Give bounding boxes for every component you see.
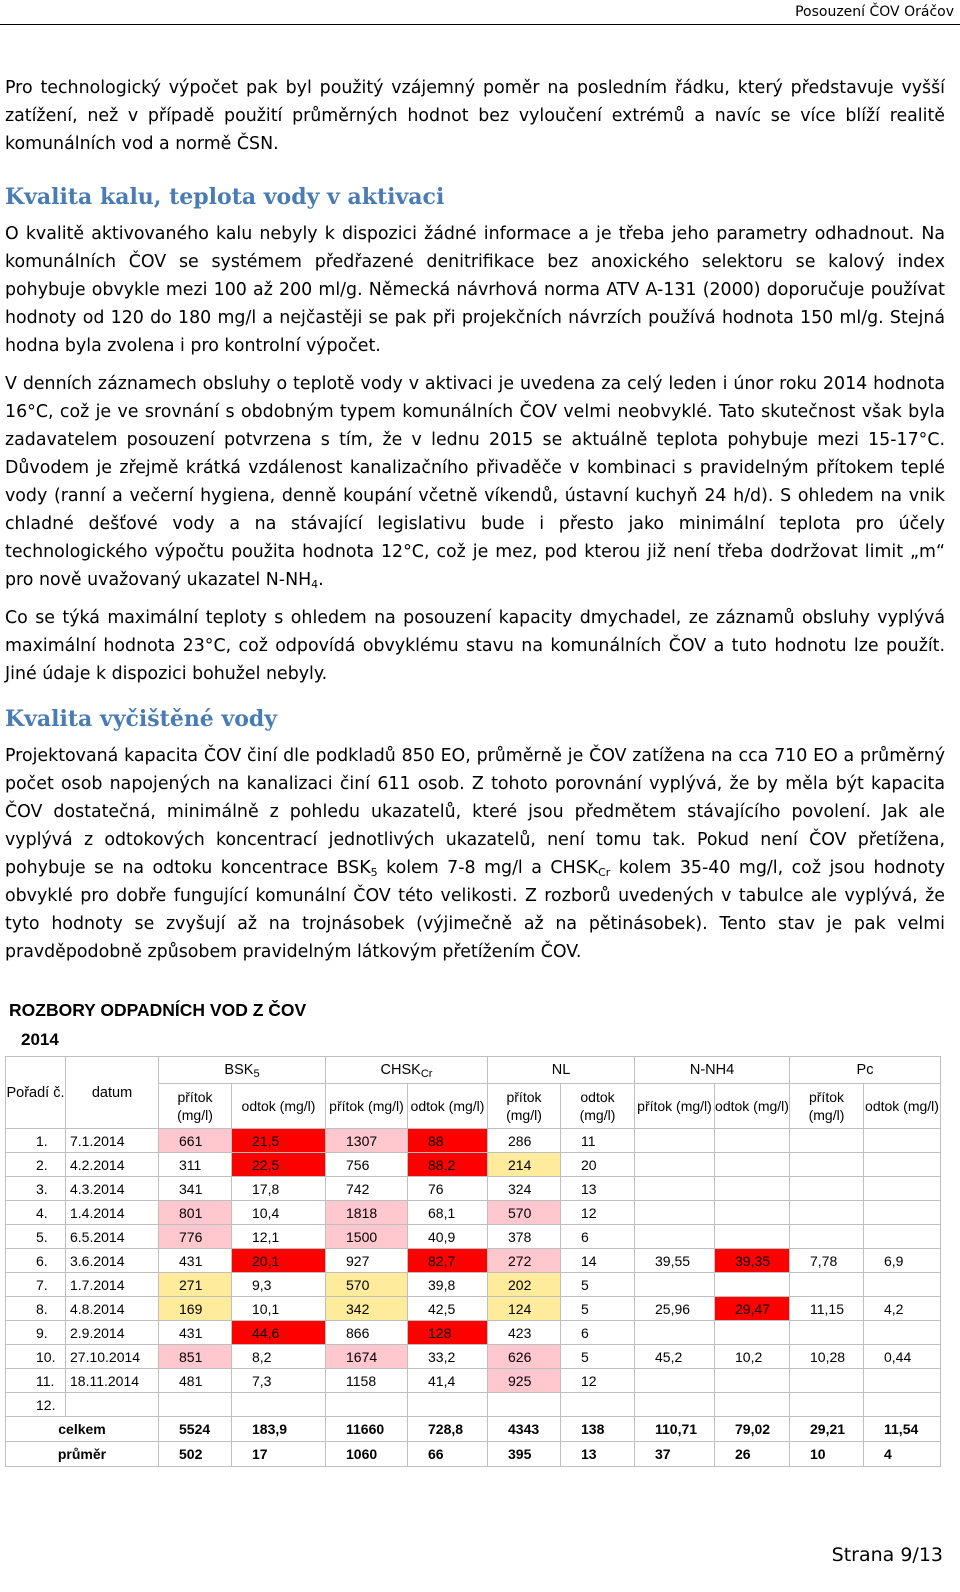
summary-label: průměr bbox=[6, 1442, 159, 1467]
wq-text-b: kolem 7-8 mg/l a CHSK bbox=[377, 858, 599, 878]
table-cell: 570 bbox=[326, 1273, 408, 1297]
table-cell: 11 bbox=[561, 1129, 635, 1153]
table-cell: 21,5 bbox=[232, 1129, 326, 1153]
summary-cell: 26 bbox=[715, 1442, 790, 1467]
table-cell: 20,1 bbox=[232, 1249, 326, 1273]
table-cell bbox=[864, 1129, 941, 1153]
table-cell bbox=[408, 1393, 488, 1417]
chskcr-subscript: Cr bbox=[598, 866, 611, 879]
table-cell: 6 bbox=[561, 1321, 635, 1345]
bsk-sub: 5 bbox=[253, 1068, 260, 1080]
sub-header-cell: přítok (mg/l) bbox=[790, 1084, 864, 1129]
summary-cell: 4343 bbox=[488, 1417, 561, 1442]
table-cell: 4.3.2014 bbox=[66, 1177, 159, 1201]
group-header-nnh4: N-NH4 bbox=[635, 1057, 790, 1084]
summary-cell: 395 bbox=[488, 1442, 561, 1467]
table-cell: 10,2 bbox=[715, 1345, 790, 1369]
paragraph-sludge-quality: O kvalitě aktivovaného kalu nebyly k dispozici žádné informace a je třeba jeho parametry odhadnout. Na komunálních ČOV se systémem předřazené denitrifikace bez anoxického selektoru se kalový index pohybuje obvykle mezi 100 až 200 ml/g. Německá návrhová norma ATV A-131 (2000) doporučuje používat hodnoty od 120 do 180 mg/l a nejčastěji se pak při projekčních návrzích používá hodnota 150 ml/g. Stejná hodna byla zvolena i pro kontrolní výpočet. bbox=[5, 224, 945, 356]
col-header-datum: datum bbox=[66, 1057, 159, 1129]
table-cell: 851 bbox=[159, 1345, 232, 1369]
table-cell: 4. bbox=[6, 1201, 66, 1225]
summary-cell: 1060 bbox=[326, 1442, 408, 1467]
table-cell bbox=[635, 1393, 715, 1417]
table-cell: 22,5 bbox=[232, 1153, 326, 1177]
summary-cell: 138 bbox=[561, 1417, 635, 1442]
section-heading-water-quality: Kvalita vyčištěné vody bbox=[5, 706, 278, 732]
table-cell: 271 bbox=[159, 1273, 232, 1297]
group-header-nl: NL bbox=[488, 1057, 635, 1084]
table-cell: 5 bbox=[561, 1345, 635, 1369]
summary-cell: 5524 bbox=[159, 1417, 232, 1442]
table-cell: 481 bbox=[159, 1369, 232, 1393]
table-cell: 1.7.2014 bbox=[66, 1273, 159, 1297]
table-cell: 76 bbox=[408, 1177, 488, 1201]
header-title: Posouzení ČOV Oráčov bbox=[795, 4, 954, 20]
table-cell: 82,7 bbox=[408, 1249, 488, 1273]
table-cell: 25,96 bbox=[635, 1297, 715, 1321]
table-cell bbox=[864, 1273, 941, 1297]
table-cell bbox=[232, 1393, 326, 1417]
table-cell bbox=[790, 1369, 864, 1393]
table-cell: 12,1 bbox=[232, 1225, 326, 1249]
paragraph-max-temperature: Co se týká maximální teploty s ohledem na posouzení kapacity dmychadel, ze záznamů obsluhy vyplývá maximální hodnota 23°C, což odpovídá obvyklému stavu na komunálních ČOV a tuto hodnotu lze použít. Jiné údaje k dispozici bohužel nebyly. bbox=[5, 608, 945, 684]
document-body bbox=[5, 74, 945, 966]
table-cell: 342 bbox=[326, 1297, 408, 1321]
summary-cell: 110,71 bbox=[635, 1417, 715, 1442]
table-cell: 33,2 bbox=[408, 1345, 488, 1369]
table-group-header-row bbox=[6, 1057, 941, 1084]
sub-header-cell: přítok (mg/l) bbox=[326, 1084, 408, 1129]
table-row bbox=[6, 1393, 941, 1417]
table-cell bbox=[864, 1153, 941, 1177]
table-row bbox=[6, 1201, 941, 1225]
table-cell: 570 bbox=[488, 1201, 561, 1225]
table-cell: 10,1 bbox=[232, 1297, 326, 1321]
table-cell: 40,9 bbox=[408, 1225, 488, 1249]
total-row bbox=[6, 1417, 941, 1442]
summary-cell: 4 bbox=[864, 1442, 941, 1467]
table-cell bbox=[790, 1273, 864, 1297]
sub-header-cell: přítok (mg/l) bbox=[159, 1084, 232, 1129]
table-cell: 1158 bbox=[326, 1369, 408, 1393]
table-cell: 1500 bbox=[326, 1225, 408, 1249]
table-cell: 7. bbox=[6, 1273, 66, 1297]
table-cell bbox=[715, 1225, 790, 1249]
table-cell bbox=[715, 1273, 790, 1297]
table-row bbox=[6, 1297, 941, 1321]
table-year: 2014 bbox=[21, 1030, 59, 1049]
table-cell bbox=[635, 1177, 715, 1201]
table-cell bbox=[715, 1369, 790, 1393]
table-cell: 925 bbox=[488, 1369, 561, 1393]
table-cell: 378 bbox=[488, 1225, 561, 1249]
table-cell bbox=[715, 1201, 790, 1225]
table-row bbox=[6, 1369, 941, 1393]
table-cell bbox=[635, 1273, 715, 1297]
table-cell bbox=[790, 1393, 864, 1417]
sub-header-cell: odtok (mg/l) bbox=[561, 1084, 635, 1129]
table-cell: 13 bbox=[561, 1177, 635, 1201]
sub-header-cell: odtok (mg/l) bbox=[232, 1084, 326, 1129]
wq-text-a: Projektovaná kapacita ČOV činí dle podkladů 850 EO, průměrně je ČOV zatížena na cca 710 EO a průměrný počet osob napojených na kanalizaci činí 611 osob. Z tohoto porovnání vyplývá, že by měla být kapacita ČOV dostatečná, minimálně z pohledu ukazatelů, které jsou předmětem stávajícího povolení. Jak ale vyplývá z odtokových koncentrací jednotlivých ukazatelů, není tomu tak. Pokud není ČOV přetížena, pohybuje se na odtoku koncentrace BSK bbox=[5, 746, 945, 878]
sub-header-cell: odtok (mg/l) bbox=[408, 1084, 488, 1129]
page-header bbox=[0, 0, 960, 25]
table-cell: 17,8 bbox=[232, 1177, 326, 1201]
section-heading-sludge: Kvalita kalu, teplota vody v aktivaci bbox=[5, 184, 445, 210]
table-cell: 3.6.2014 bbox=[66, 1249, 159, 1273]
table-cell: 423 bbox=[488, 1321, 561, 1345]
table-cell: 202 bbox=[488, 1273, 561, 1297]
table-cell bbox=[864, 1225, 941, 1249]
table-cell: 1307 bbox=[326, 1129, 408, 1153]
summary-cell: 79,02 bbox=[715, 1417, 790, 1442]
table-cell: 14 bbox=[561, 1249, 635, 1273]
table-cell bbox=[635, 1225, 715, 1249]
summary-label: celkem bbox=[6, 1417, 159, 1442]
table-cell: 8,2 bbox=[232, 1345, 326, 1369]
table-cell bbox=[790, 1225, 864, 1249]
paragraph-intro: Pro technologický výpočet pak byl použitý vzájemný poměr na posledním řádku, který představuje vyšší zatížení, než v případě použití průměrných hodnot bez vyloučení extrémů a navíc se více blíží realitě komunálních vod a normě ČSN. bbox=[5, 78, 945, 154]
table-cell: 927 bbox=[326, 1249, 408, 1273]
sub-header-cell: odtok (mg/l) bbox=[715, 1084, 790, 1129]
table-cell: 9. bbox=[6, 1321, 66, 1345]
table-cell bbox=[790, 1153, 864, 1177]
table-cell: 10,28 bbox=[790, 1345, 864, 1369]
table-cell: 742 bbox=[326, 1177, 408, 1201]
table-cell: 4.8.2014 bbox=[66, 1297, 159, 1321]
table-cell bbox=[864, 1321, 941, 1345]
table-cell: 6. bbox=[6, 1249, 66, 1273]
table-cell bbox=[864, 1393, 941, 1417]
table-cell bbox=[561, 1393, 635, 1417]
table-cell: 5 bbox=[561, 1297, 635, 1321]
table-cell: 29,47 bbox=[715, 1297, 790, 1321]
table-row bbox=[6, 1273, 941, 1297]
table-cell bbox=[635, 1369, 715, 1393]
table-cell bbox=[790, 1321, 864, 1345]
table-cell: 20 bbox=[561, 1153, 635, 1177]
summary-cell: 183,9 bbox=[232, 1417, 326, 1442]
table-cell: 801 bbox=[159, 1201, 232, 1225]
table-cell bbox=[159, 1393, 232, 1417]
table-cell: 45,2 bbox=[635, 1345, 715, 1369]
sub-header-cell: přítok (mg/l) bbox=[635, 1084, 715, 1129]
table-cell: 42,5 bbox=[408, 1297, 488, 1321]
table-cell: 44,6 bbox=[232, 1321, 326, 1345]
col-header-poradi: Pořadí č. bbox=[6, 1057, 66, 1129]
table-cell: 68,1 bbox=[408, 1201, 488, 1225]
table-row bbox=[6, 1321, 941, 1345]
summary-cell: 17 bbox=[232, 1442, 326, 1467]
table-cell bbox=[635, 1129, 715, 1153]
table-cell bbox=[790, 1201, 864, 1225]
table-cell: 661 bbox=[159, 1129, 232, 1153]
summary-cell: 13 bbox=[561, 1442, 635, 1467]
table-cell: 5. bbox=[6, 1225, 66, 1249]
summary-cell: 29,21 bbox=[790, 1417, 864, 1442]
table-cell: 169 bbox=[159, 1297, 232, 1321]
analysis-table bbox=[5, 1056, 941, 1467]
table-cell: 88 bbox=[408, 1129, 488, 1153]
table-cell: 124 bbox=[488, 1297, 561, 1321]
table-cell: 3. bbox=[6, 1177, 66, 1201]
table-cell bbox=[864, 1201, 941, 1225]
table-cell: 4,2 bbox=[864, 1297, 941, 1321]
table-cell: 4.2.2014 bbox=[66, 1153, 159, 1177]
table-cell: 6,9 bbox=[864, 1249, 941, 1273]
table-cell: 776 bbox=[159, 1225, 232, 1249]
table-row bbox=[6, 1225, 941, 1249]
table-cell: 7.1.2014 bbox=[66, 1129, 159, 1153]
table-cell: 1. bbox=[6, 1129, 66, 1153]
table-cell bbox=[864, 1369, 941, 1393]
table-cell: 6.5.2014 bbox=[66, 1225, 159, 1249]
table-cell: 39,55 bbox=[635, 1249, 715, 1273]
table-cell: 88,2 bbox=[408, 1153, 488, 1177]
group-header-pc: Pc bbox=[790, 1057, 941, 1084]
chsk-label: CHSK bbox=[380, 1062, 421, 1078]
table-cell bbox=[715, 1177, 790, 1201]
sub-header-cell: odtok (mg/l) bbox=[864, 1084, 941, 1129]
paragraph-water-quality bbox=[5, 742, 945, 966]
table-cell bbox=[488, 1393, 561, 1417]
table-row bbox=[6, 1177, 941, 1201]
table-cell: 1.4.2014 bbox=[66, 1201, 159, 1225]
table-cell: 18.11.2014 bbox=[66, 1369, 159, 1393]
table-cell: 12. bbox=[6, 1393, 66, 1417]
summary-cell: 66 bbox=[408, 1442, 488, 1467]
table-cell: 39,35 bbox=[715, 1249, 790, 1273]
table-cell: 5 bbox=[561, 1273, 635, 1297]
table-cell: 324 bbox=[488, 1177, 561, 1201]
table-cell: 286 bbox=[488, 1129, 561, 1153]
wq-text-c: kolem 35-40 mg/l, což jsou hodnoty obvyklé pro dobře fungující komunální ČOV této velikosti. Z rozborů uvedených v tabulce ale vyplývá, že tyto hodnoty se zvyšují až na trojnásobek (výjimečně až na pětinásobek). Tento stav je pak velmi pravděpodobně způsobem pravidelným látkovým přetížením ČOV. bbox=[5, 858, 945, 962]
table-cell: 7,3 bbox=[232, 1369, 326, 1393]
table-cell: 41,4 bbox=[408, 1369, 488, 1393]
table-cell: 311 bbox=[159, 1153, 232, 1177]
table-cell: 27.10.2014 bbox=[66, 1345, 159, 1369]
table-cell: 431 bbox=[159, 1249, 232, 1273]
table-cell bbox=[715, 1321, 790, 1345]
table-cell: 2.9.2014 bbox=[66, 1321, 159, 1345]
summary-cell: 11,54 bbox=[864, 1417, 941, 1442]
summary-cell: 37 bbox=[635, 1442, 715, 1467]
summary-cell: 10 bbox=[790, 1442, 864, 1467]
table-cell: 128 bbox=[408, 1321, 488, 1345]
page-number: Strana 9/13 bbox=[831, 1544, 943, 1566]
table-cell: 11,15 bbox=[790, 1297, 864, 1321]
table-cell bbox=[790, 1177, 864, 1201]
table-cell: 6 bbox=[561, 1225, 635, 1249]
table-cell: 39,8 bbox=[408, 1273, 488, 1297]
table-cell bbox=[635, 1153, 715, 1177]
nnh4-subscript: 4 bbox=[311, 578, 319, 591]
table-row bbox=[6, 1129, 941, 1153]
table-cell: 2. bbox=[6, 1153, 66, 1177]
table-cell bbox=[715, 1153, 790, 1177]
table-cell: 214 bbox=[488, 1153, 561, 1177]
group-header-bsk5 bbox=[159, 1057, 326, 1084]
table-cell bbox=[635, 1321, 715, 1345]
table-cell: 1674 bbox=[326, 1345, 408, 1369]
bsk5-subscript: 5 bbox=[370, 866, 378, 879]
paragraph-water-temperature bbox=[5, 370, 945, 594]
table-cell: 10. bbox=[6, 1345, 66, 1369]
table-cell: 341 bbox=[159, 1177, 232, 1201]
table-cell: 9,3 bbox=[232, 1273, 326, 1297]
table-cell: 8. bbox=[6, 1297, 66, 1321]
table-cell bbox=[635, 1201, 715, 1225]
sub-header-cell: přítok (mg/l) bbox=[488, 1084, 561, 1129]
summary-cell: 502 bbox=[159, 1442, 232, 1467]
analysis-table-figure bbox=[5, 1000, 947, 1470]
table-cell: 1818 bbox=[326, 1201, 408, 1225]
table-row bbox=[6, 1345, 941, 1369]
table-cell: 866 bbox=[326, 1321, 408, 1345]
summary-cell: 11660 bbox=[326, 1417, 408, 1442]
table-cell: 12 bbox=[561, 1201, 635, 1225]
table-row bbox=[6, 1249, 941, 1273]
summary-cell: 728,8 bbox=[408, 1417, 488, 1442]
table-cell bbox=[715, 1393, 790, 1417]
table-row bbox=[6, 1153, 941, 1177]
table-cell: 10,4 bbox=[232, 1201, 326, 1225]
table-cell: 0,44 bbox=[864, 1345, 941, 1369]
paragraph-temp-text: V denních záznamech obsluhy o teplotě vody v aktivaci je uvedena za celý leden i únor roku 2014 hodnota 16°C, což je ve srovnání s obdobným typem komunálních ČOV velmi neobvyklé. Tato skutečnost však byla zadavatelem posouzení potvrzena s tím, že v lednu 2015 se aktuálně teplota pohybuje mezi 15-17°C. Důvodem je zřejmě krátká vzdálenost kanalizačního přivaděče v kombinaci s pravidelným přítokem teplé vody (ranní a večerní hygiena, denně koupání včetně víkendů, ústavní kuchyň 24 h/d). S ohledem na vnik chladné dešťové vody a na stávající legislativu bude i přesto jako minimální teplota pro účely technologického výpočtu použita hodnota 12°C, což je mez, pod kterou již není třeba dodržovat limit „m“ pro nově uvažovaný ukazatel N-NH bbox=[5, 374, 945, 590]
table-cell: 626 bbox=[488, 1345, 561, 1369]
table-cell bbox=[66, 1393, 159, 1417]
average-row bbox=[6, 1442, 941, 1467]
table-cell bbox=[864, 1177, 941, 1201]
bsk-label: BSK bbox=[224, 1062, 254, 1078]
table-body bbox=[6, 1129, 941, 1467]
table-cell: 272 bbox=[488, 1249, 561, 1273]
table-cell: 12 bbox=[561, 1369, 635, 1393]
chsk-sub: Cr bbox=[420, 1068, 433, 1080]
table-cell: 756 bbox=[326, 1153, 408, 1177]
group-header-chskcr bbox=[326, 1057, 488, 1084]
table-cell bbox=[790, 1129, 864, 1153]
table-cell: 431 bbox=[159, 1321, 232, 1345]
table-cell bbox=[715, 1129, 790, 1153]
table-cell: 7,78 bbox=[790, 1249, 864, 1273]
table-cell: 11. bbox=[6, 1369, 66, 1393]
table-cell bbox=[326, 1393, 408, 1417]
paragraph-temp-end: . bbox=[318, 570, 324, 590]
table-title: ROZBORY ODPADNÍCH VOD Z ČOV bbox=[9, 1000, 307, 1020]
